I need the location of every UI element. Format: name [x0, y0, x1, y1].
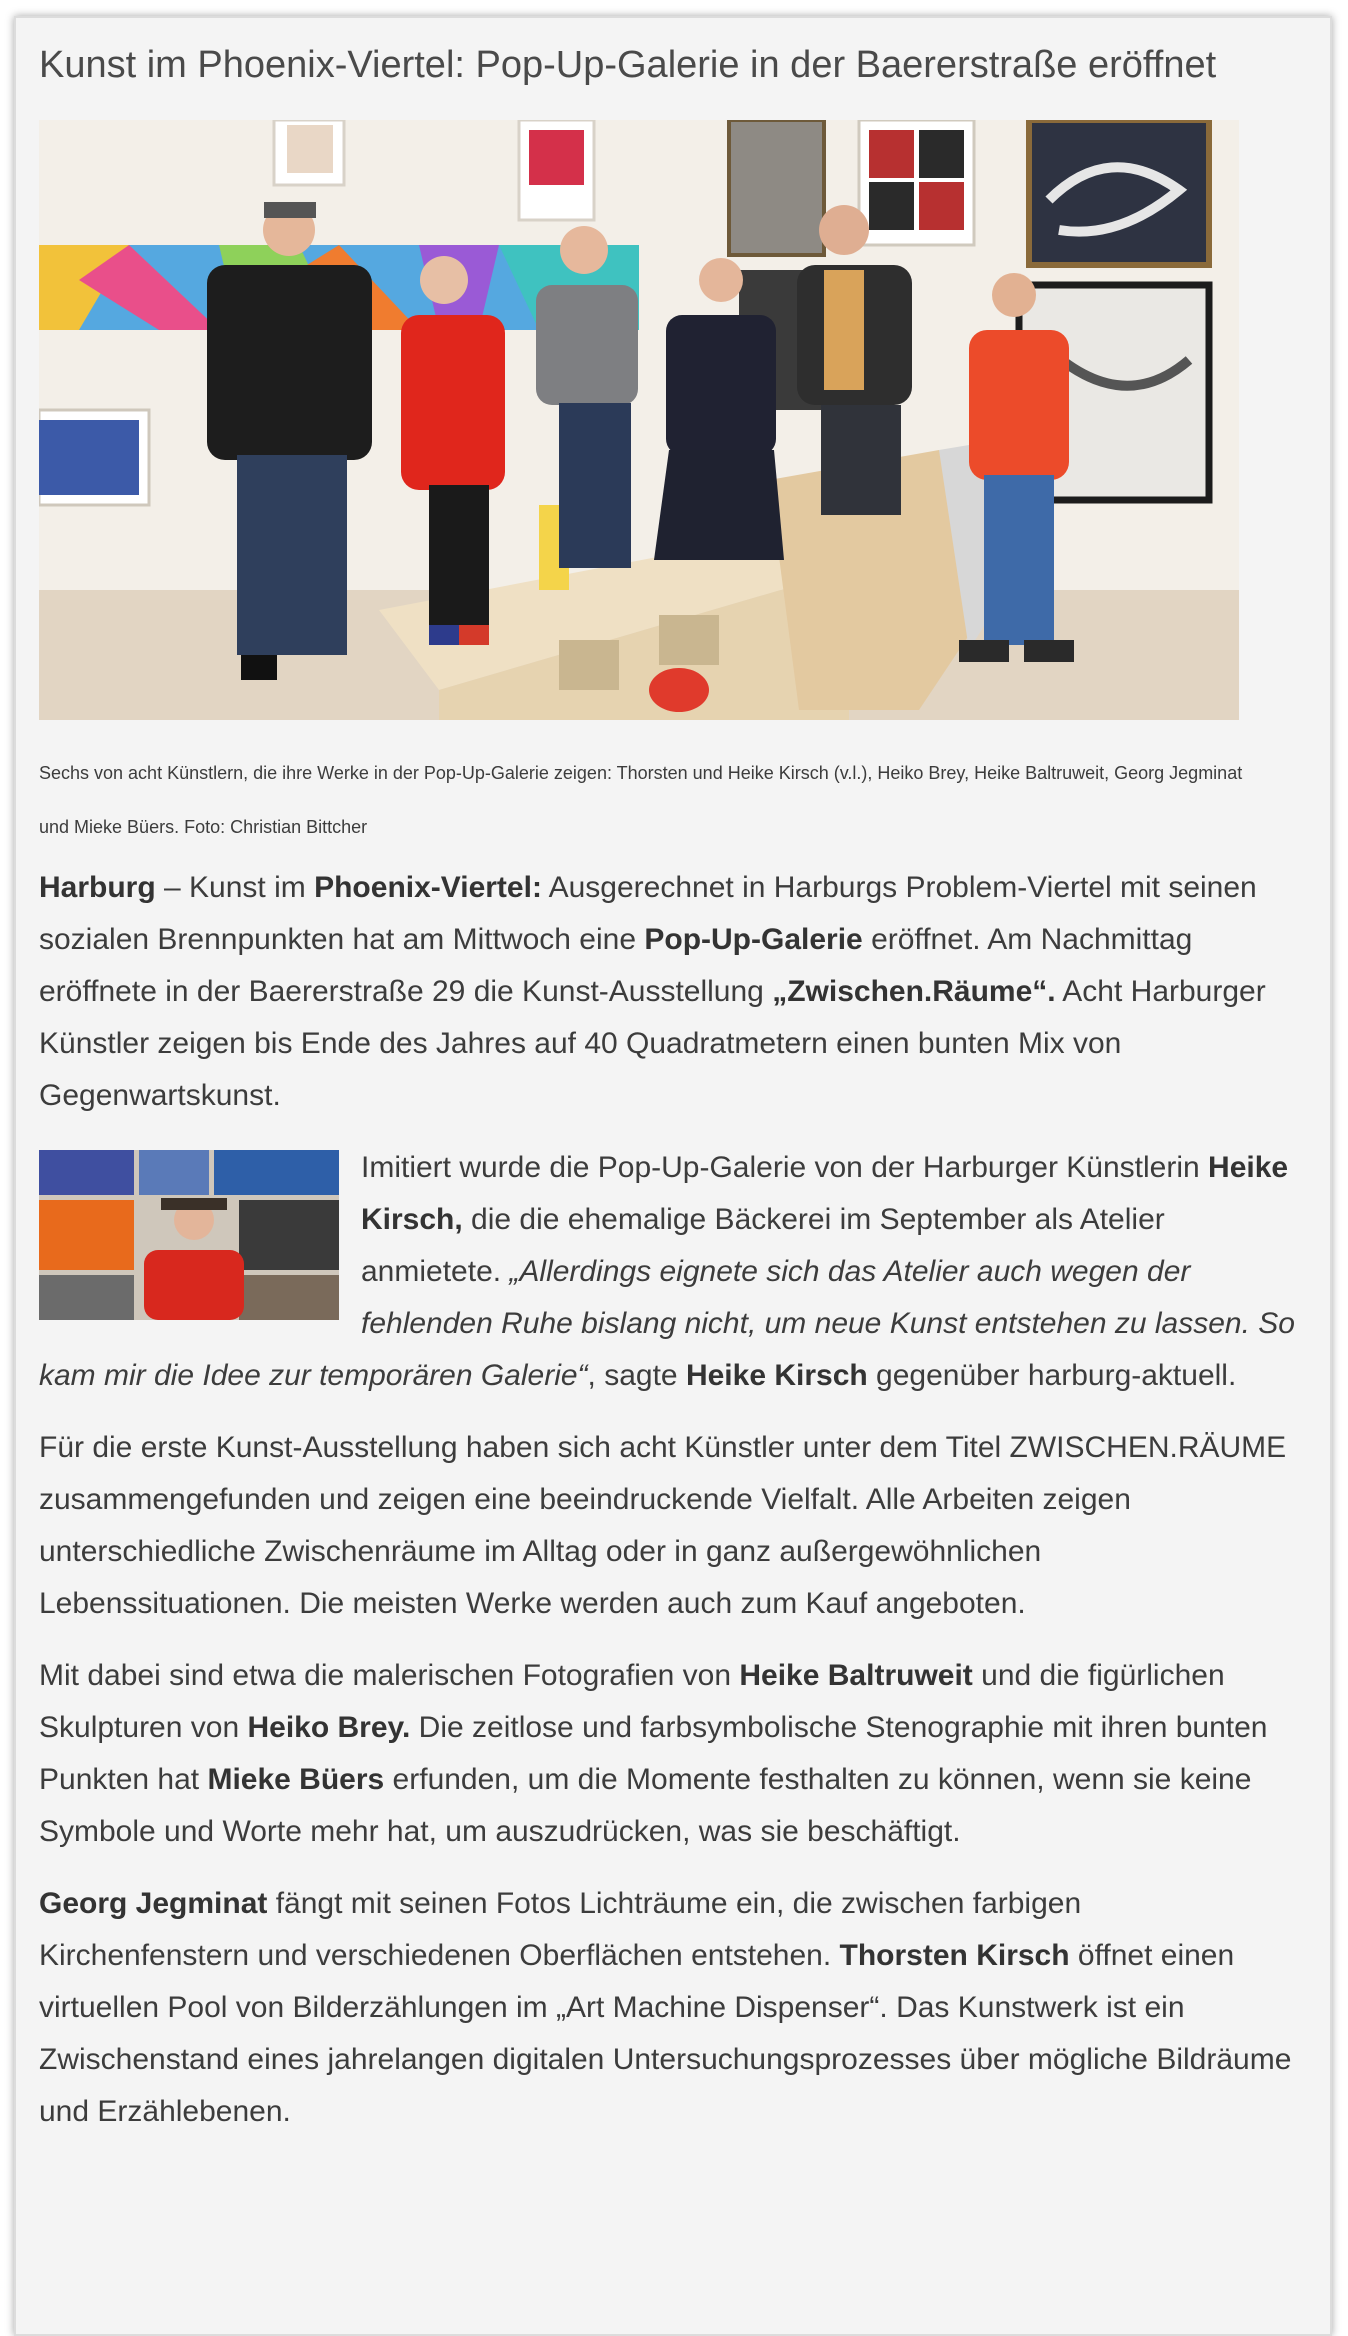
paragraph-intro: Harburg – Kunst im Phoenix-Viertel: Ausgerechnet in Harburgs Problem-Viertel mit seinen sozialen Brennpunkten hat am Mittwoch eine Pop-Up-Galerie eröffnet. Am Nachmittag eröffnete in der Baererstraße 29 die Kunst-Ausstellung „Zwischen.Räume“. Acht Harburger Künstler zeigen bis Ende des Jahres auf 40 Quadratmetern einen bunten Mix von Gegenwartskunst. — [39, 871, 1266, 1112]
gallery-group-photo — [39, 120, 1239, 720]
paragraph-artists-1: Mit dabei sind etwa die malerischen Fotografien von Heike Baltruweit und die figürlichen Skulpturen von Heiko Brey. Die zeitlose und farbsymbolische Stenographie mit ihren bunten Punkten hat Mieke Büers erfunden, um die Momente festhalten zu können, wenn sie keine Symbole und Worte mehr hat, um auszudrücken, was sie beschäftigt. — [39, 1659, 1268, 1848]
paragraph-artists-2: Georg Jegminat fängt mit seinen Fotos Lichträume ein, die zwischen farbigen Kirchenfenstern und verschiedenen Oberflächen entstehen. Thorsten Kirsch öffnet einen virtuellen Pool von Bilderzählungen im „Art Machine Dispenser“. Das Kunstwerk ist ein Zwischenstand eines jahrelangen digitalen Untersuchungsprozesses über mögliche Bildräume und Erzählebenen. — [39, 1887, 1292, 2128]
paragraph-exhibition: Für die erste Kunst-Ausstellung haben sich acht Künstler unter dem Titel ZWISCHEN.RÄUME zusammengefunden und zeigen eine beeindruckende Vielfalt. Alle Arbeiten zeigen unterschiedliche Zwischenräume im Alltag oder in ganz außergewöhnlichen Lebenssituationen. Die meisten Werke werden auch zum Kauf angeboten. — [39, 1431, 1287, 1620]
heike-kirsch-portrait — [39, 1150, 339, 1320]
paragraph-heike-kirsch: Imitiert wurde die Pop-Up-Galerie von der Harburger Künstlerin Heike Kirsch, die die ehemalige Bäckerei im September als Atelier anmietete. „Allerdings eignete sich das Atelier auch wegen der fehlenden Ruhe bislang nicht, um neue Kunst entstehen zu lassen. So kam mir die Idee zur temporären Galerie“, sagte Heike Kirsch gegenüber harburg-aktuell. — [39, 1151, 1295, 1392]
article-body — [39, 862, 1299, 2158]
article-title: Kunst im Phoenix-Viertel: Pop-Up-Galerie in der Baererstraße eröffnet — [39, 44, 1217, 86]
photo-caption: Sechs von acht Künstlern, die ihre Werke in der Pop-Up-Galerie zeigen: Thorsten und Heike Kirsch (v.l.), Heiko Brey, Heike Baltruweit, Georg Jegminat und Mieke Büers. Foto: Christian Bittcher — [39, 763, 1243, 837]
